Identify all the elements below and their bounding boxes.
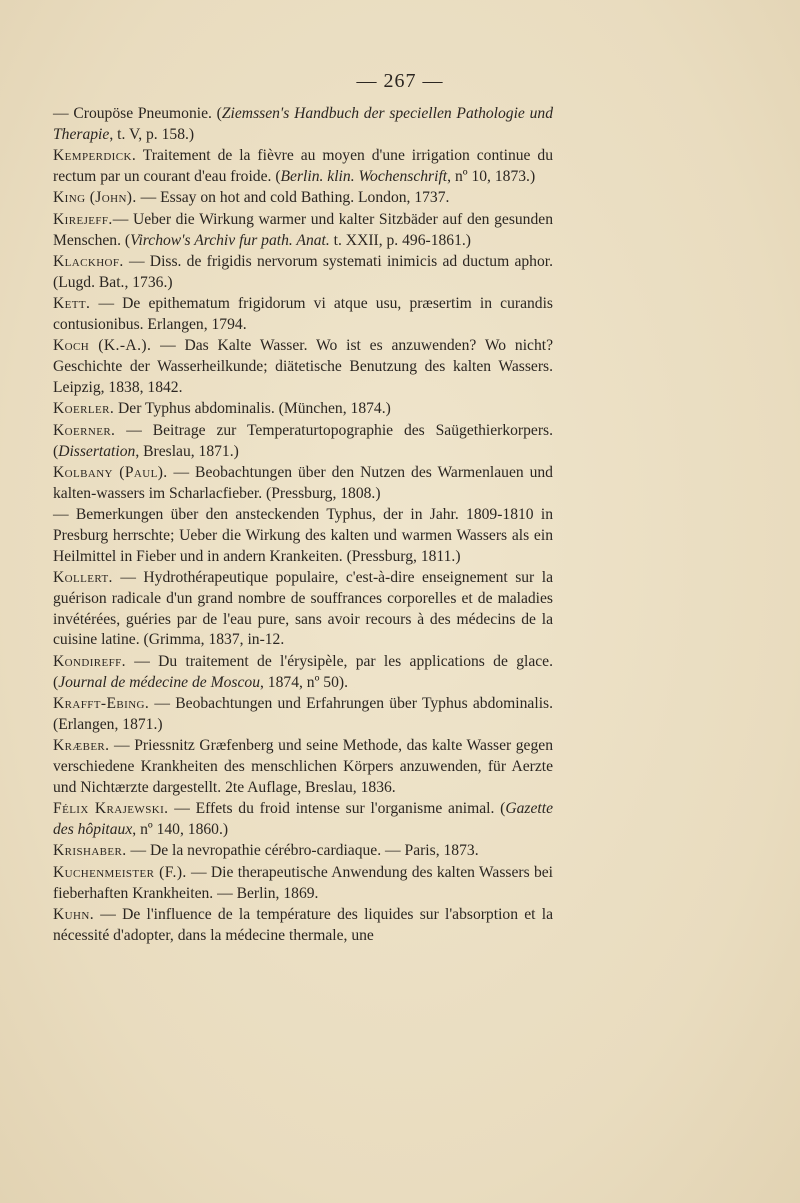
bibliography-entry — [53, 188, 553, 209]
entry-text: , nº 10, 1873.) — [447, 167, 536, 185]
work-title: Berlin. klin. Wochenschrift — [280, 167, 448, 185]
author-name: King (John). — [53, 189, 137, 207]
entry-text: — Croupöse Pneumonie. ( — [53, 105, 222, 122]
author-name: Koerner. — [53, 421, 116, 439]
author-name: Kræber. — [53, 737, 110, 755]
bibliography-entry — [53, 421, 553, 463]
bibliography-entry — [53, 294, 553, 336]
author-name: Koerler. — [53, 400, 115, 418]
work-title: Gazette des hôpitaux — [53, 800, 553, 838]
work-title: Virchow's Archiv fur path. Anat. — [130, 231, 330, 249]
author-name: Kuhn. — [53, 905, 94, 923]
author-name: Krafft-Ebing. — [53, 695, 150, 713]
bibliography-entry — [53, 905, 553, 947]
entry-text: — De la nevropathie cérébro-cardiaque. — Paris, 1873. — [126, 842, 479, 860]
bibliography-entry — [53, 463, 553, 505]
page-number: — 267 — — [356, 70, 444, 92]
entry-text: — Beitrage zur Temperaturtopographie des Saügethierkorpers. ( — [53, 421, 553, 460]
bibliography-entry — [53, 863, 553, 905]
bibliography-entry — [53, 210, 553, 252]
bibliography-entry — [53, 652, 553, 694]
entry-text: Der Typhus abdominalis. (München, 1874.) — [114, 400, 391, 418]
entry-text: — Die therapeutische Anwendung des kalten Wassers bei fieberhaften Krankheiten. — Berlin, 1869. — [53, 863, 553, 902]
bibliography-list — [53, 104, 553, 947]
bibliography-entry — [53, 694, 553, 736]
entry-text: Traitement de la fièvre au moyen d'une irrigation continue du rectum par un courant d'eau froide. ( — [53, 147, 553, 185]
entry-text: — De l'influence de la température des liquides sur l'absorption et la nécessité d'adopter, dans la médecine thermale, une — [53, 905, 553, 944]
entry-text: — Du traitement de l'érysipèle, par les applications de glace. ( — [53, 652, 553, 691]
entry-text: , 1874, nº 50). — [260, 673, 348, 691]
entry-text: — Beobachtungen über den Nutzen des Warmenlauen und kalten-wassers im Scharlacfieber. (Pressburg, 1808.) — [53, 463, 553, 502]
entry-text: t. XXII, p. 496-1861.) — [329, 231, 471, 249]
work-title: Ziemssen's Handbuch der speciellen Pathologie und Therapie — [53, 105, 553, 143]
entry-text: — Beobachtungen und Erfahrungen über Typhus abdominalis. (Erlangen, 1871.) — [53, 695, 553, 733]
entry-text: — Effets du froid intense sur l'organisme animal. ( — [168, 800, 506, 818]
author-name: Kemperdick. — [53, 147, 137, 165]
entry-text: — Essay on hot and cold Bathing. London, 1737. — [136, 189, 450, 207]
bibliography-entry — [53, 146, 553, 188]
author-name: Klackhof. — [53, 252, 124, 270]
bibliography-entry — [53, 736, 553, 798]
bibliography-entry — [53, 568, 553, 651]
entry-text: — Priessnitz Græfenberg und seine Methode, das kalte Wasser gegen verschiedene Krankheiten des menschlichen Körpers anzuwenden, für Aerzte und Nichtærzte dargestellt. 2te Auflage, Breslau, 1836. — [53, 737, 553, 796]
bibliography-entry — [53, 104, 553, 146]
entry-text: — Das Kalte Wasser. Wo ist es anzuwenden? Wo nicht? Geschichte der Wasserheilkunde; diätetische Benutzung des kalten Wassers. Leipzig, 1838, 1842. — [53, 337, 553, 396]
work-title: Journal de médecine de Moscou — [58, 673, 260, 691]
author-name: Félix Krajewski. — [53, 800, 169, 818]
entry-text: — De epithematum frigidorum vi atque usu, præsertim in curandis contusionibus. Erlangen, 1794. — [53, 295, 553, 333]
entry-text: — Ueber die Wirkung warmer und kalter Sitzbäder auf den gesunden Menschen. ( — [53, 210, 553, 249]
entry-text: , nº 140, 1860.) — [132, 821, 229, 838]
author-name: Kirejeff. — [53, 210, 113, 228]
author-name: Kett. — [53, 295, 91, 313]
bibliography-entry — [53, 505, 553, 567]
entry-text: — Bemerkungen über den ansteckenden Typhus, der in Jahr. 1809-1810 in Presburg herrschte; Ueber die Wirkung des kalten und warmen Wassers als ein Heilmittel in Fieber und in andern Krankeiten. (Pressburg, 1811.) — [53, 506, 553, 565]
author-name: Kondireff. — [53, 652, 126, 670]
entry-text: — Hydrothérapeutique populaire, c'est-à-dire enseignement sur la guérison radicale d'un grand nombre de souffrances corporelles et de maladies invétérées, guéries par de l'eau pure, sans avoir recours à des médecins de la cuisine latine. (Grimma, 1837, in-12. — [53, 569, 553, 649]
bibliography-entry — [53, 399, 553, 420]
bibliography-entry — [53, 252, 553, 294]
bibliography-entry — [53, 336, 553, 398]
work-title: Dissertation — [58, 442, 136, 460]
author-name: Kolbany (Paul). — [53, 463, 168, 481]
entry-text: , Breslau, 1871.) — [135, 442, 239, 460]
author-name: Kuchenmeister (F.). — [53, 863, 187, 881]
author-name: Kollert. — [53, 569, 113, 587]
bibliography-entry — [53, 841, 553, 862]
bibliography-entry — [53, 799, 553, 841]
entry-text: — Diss. de frigidis nervorum systemati inimicis ad ductum aphor. (Lugd. Bat., 1736.) — [53, 252, 553, 291]
author-name: Koch (K.-A.). — [53, 337, 152, 355]
entry-text: , t. V, p. 158.) — [109, 125, 195, 143]
author-name: Krishaber. — [53, 842, 127, 860]
